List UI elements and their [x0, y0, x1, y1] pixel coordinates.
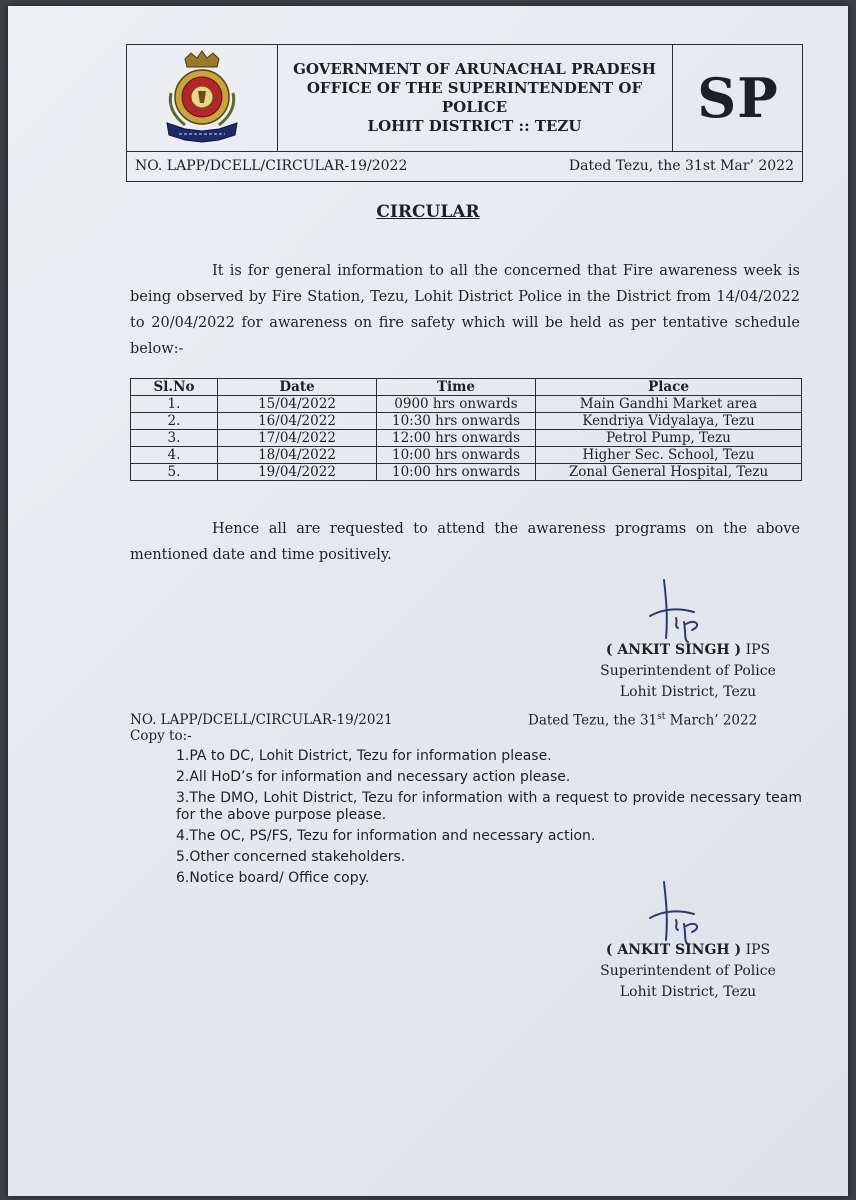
cell-place: Kendriya Vidyalaya, Tezu	[536, 413, 802, 430]
column-header: Date	[218, 379, 377, 396]
office-title	[277, 45, 673, 151]
column-header: Time	[377, 379, 536, 396]
cell-slno: 2.	[131, 413, 218, 430]
reference-row	[127, 151, 802, 182]
cell-date: 17/04/2022	[218, 430, 377, 447]
cell-place: Petrol Pump, Tezu	[536, 430, 802, 447]
copy-date-sup: st	[657, 712, 666, 722]
cell-place: Zonal General Hospital, Tezu	[536, 464, 802, 481]
cell-place: Main Gandhi Market area	[536, 396, 802, 413]
police-emblem-cell	[127, 45, 278, 151]
copy-date-prefix: Dated Tezu, the 31	[528, 712, 658, 729]
cell-slno: 5.	[131, 464, 218, 481]
cell-date: 16/04/2022	[218, 413, 377, 430]
list-item: 3.The DMO, Lohit District, Tezu for information with a request to provide necessary team for the above purpose please.	[176, 790, 802, 823]
intro-text: It is for general information to all the concerned that Fire awareness week is being observed by Fire Station, Tezu, Lohit District Police in the District from 14/04/2022 to 20/04/2022 for awareness on fire safety which will be held as per tentative schedule below:-	[130, 263, 800, 357]
signature-mark	[644, 880, 724, 946]
document-title: CIRCULAR	[376, 202, 480, 222]
schedule-table	[130, 378, 802, 481]
signature-block	[568, 940, 808, 1003]
reference-number: NO. LAPP/DCELL/CIRCULAR-19/2022	[135, 158, 408, 174]
list-item: 2.All HoD’s for information and necessary action please.	[176, 769, 571, 785]
org-line-1: GOVERNMENT OF ARUNACHAL PRADESH	[293, 60, 656, 78]
sp-badge: SP	[697, 66, 779, 130]
cell-date: 15/04/2022	[218, 396, 377, 413]
cell-place: Higher Sec. School, Tezu	[536, 447, 802, 464]
signatory-name: ( ANKIT SINGH )	[605, 642, 742, 658]
signatory-service: IPS	[745, 642, 771, 658]
cell-time: 10:30 hrs onwards	[377, 413, 536, 430]
reference-date: Dated Tezu, the 31st Mar’ 2022	[568, 158, 794, 174]
list-item: 4.The OC, PS/FS, Tezu for information and necessary action.	[176, 828, 596, 844]
police-emblem-icon	[127, 45, 277, 151]
signatory-name: ( ANKIT SINGH )	[605, 942, 742, 958]
intro-paragraph	[130, 258, 800, 362]
table-row	[131, 464, 802, 481]
table-row	[131, 447, 802, 464]
list-item: 6.Notice board/ Office copy.	[176, 870, 370, 886]
copy-reference-number: NO. LAPP/DCELL/CIRCULAR-19/2021	[130, 712, 393, 728]
table-row	[131, 430, 802, 447]
org-line-3: LOHIT DISTRICT :: TEZU	[367, 117, 582, 135]
cell-time: 12:00 hrs onwards	[377, 430, 536, 447]
copy-date-suffix: March’ 2022	[665, 712, 758, 729]
cell-slno: 1.	[131, 396, 218, 413]
cell-time: 0900 hrs onwards	[377, 396, 536, 413]
copy-to-label: Copy to:-	[130, 728, 192, 744]
cell-time: 10:00 hrs onwards	[377, 464, 536, 481]
closing-paragraph	[130, 516, 800, 568]
copy-date	[528, 712, 757, 729]
signatory-office: Lohit District, Tezu	[619, 984, 757, 1000]
list-item: 1.PA to DC, Lohit District, Tezu for information please.	[176, 748, 552, 764]
signature-mark	[644, 578, 724, 644]
list-item: 5.Other concerned stakeholders.	[176, 849, 406, 865]
cell-date: 19/04/2022	[218, 464, 377, 481]
column-header: Place	[536, 379, 802, 396]
table-header-row	[131, 379, 802, 396]
cell-date: 18/04/2022	[218, 447, 377, 464]
org-line-2: OFFICE OF THE SUPERINTENDENT OF POLICE	[306, 79, 643, 116]
table-row	[131, 396, 802, 413]
cell-time: 10:00 hrs onwards	[377, 447, 536, 464]
table-row	[131, 413, 802, 430]
signatory-service: IPS	[745, 942, 771, 958]
closing-text: Hence all are requested to attend the awareness programs on the above mentioned date and time positively.	[130, 521, 800, 563]
signatory-designation: Superintendent of Police	[600, 963, 776, 979]
signatory-office: Lohit District, Tezu	[619, 684, 757, 700]
document-page	[8, 6, 848, 1196]
letterhead	[126, 44, 803, 182]
column-header: Sl.No	[131, 379, 218, 396]
signature-block	[568, 640, 808, 703]
copy-list	[176, 746, 802, 889]
signatory-designation: Superintendent of Police	[600, 663, 776, 679]
cell-slno: 3.	[131, 430, 218, 447]
cell-slno: 4.	[131, 447, 218, 464]
